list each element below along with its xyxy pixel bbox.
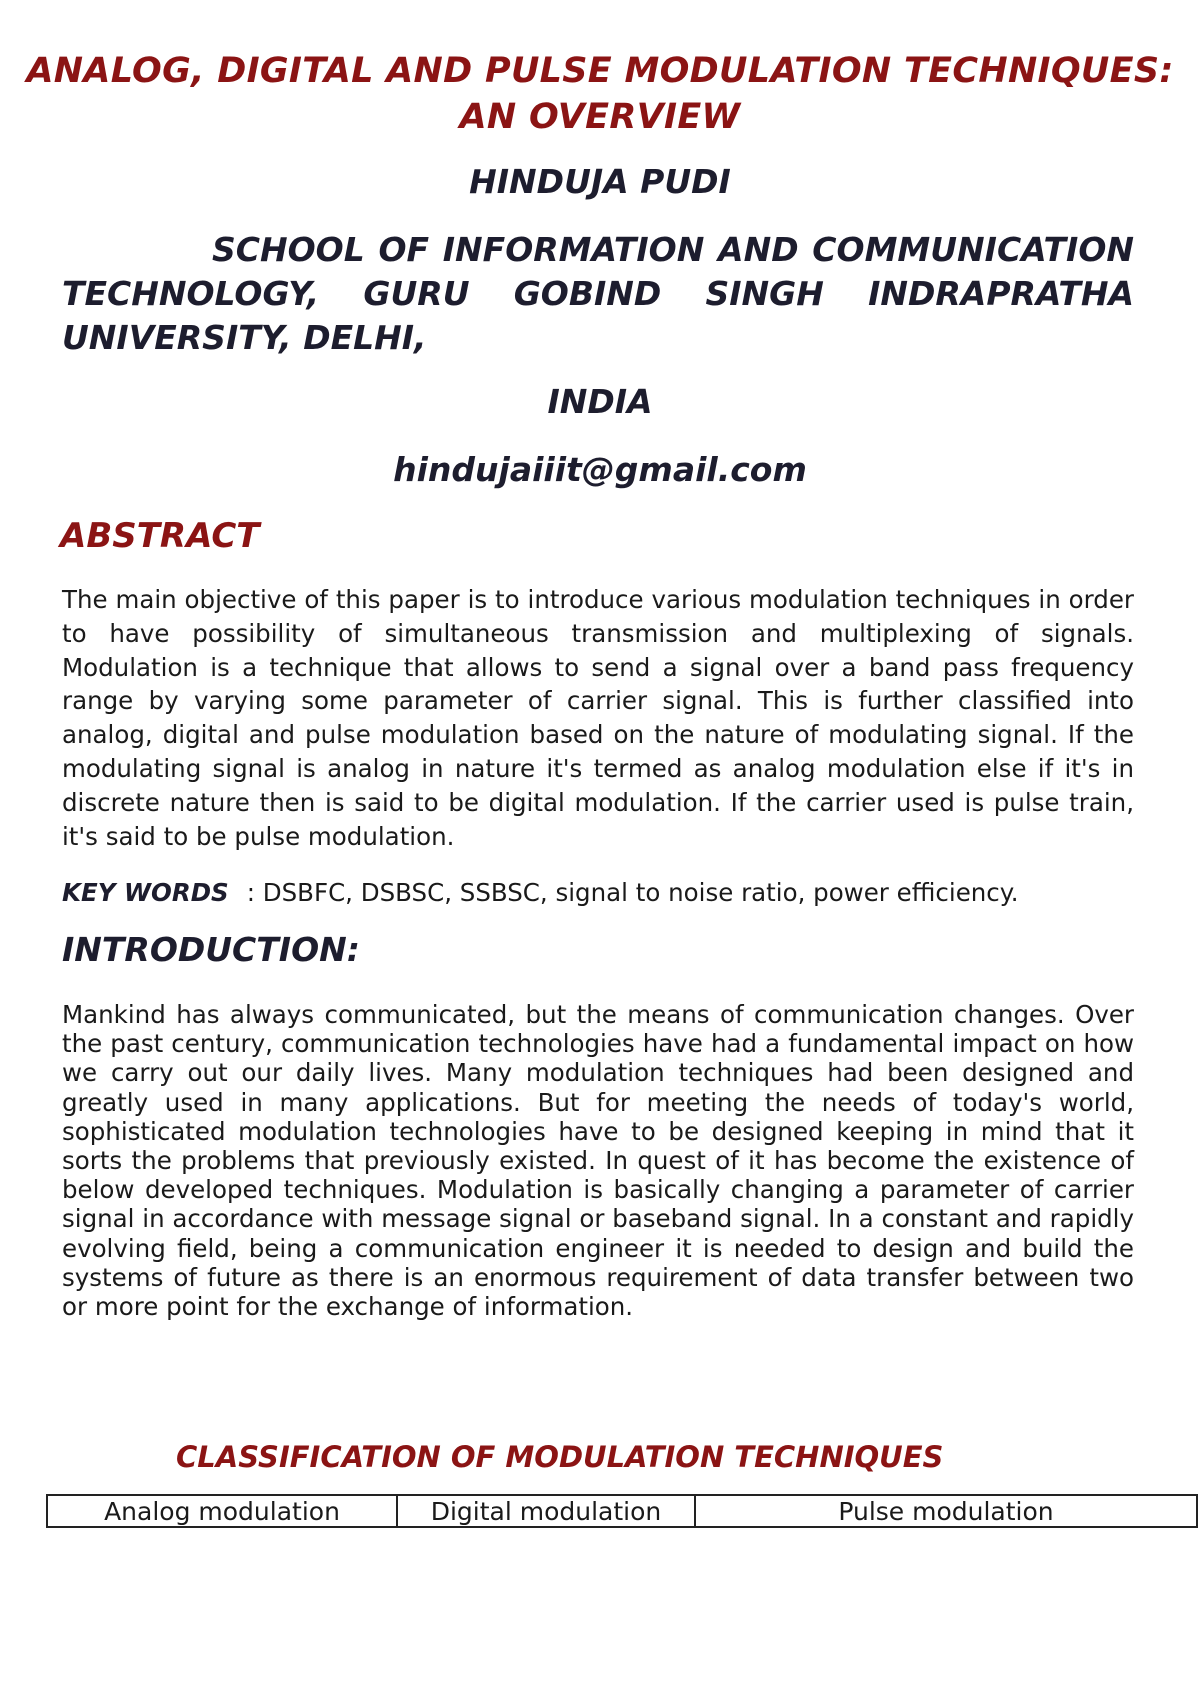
affiliation-line-1: SCHOOL OF INFORMATION AND COMMUNICATION bbox=[212, 230, 1134, 269]
abstract-heading: ABSTRACT bbox=[60, 516, 260, 556]
keywords bbox=[62, 878, 1142, 907]
column-pulse-modulation: Pulse modulation bbox=[695, 1495, 1197, 1527]
author-affiliation bbox=[62, 228, 1134, 360]
affiliation-line-2: TECHNOLOGY, GURU GOBIND SINGH INDRAPRATHA bbox=[62, 274, 1134, 313]
introduction-heading: INTRODUCTION: bbox=[62, 930, 360, 969]
paper-title bbox=[0, 48, 1200, 140]
classification-header-row bbox=[47, 1495, 1197, 1527]
column-digital-modulation: Digital modulation bbox=[397, 1495, 695, 1527]
introduction-text: Mankind has always communicated, but the means of communication changes. Over the past century, communication technologies have had a fundamental impact on how we carry out our daily lives. Many modulation techniques had been designed and greatly used in many applications. But for meeting the needs of today's world, sophisticated modulation technologies have to be designed keeping in mind that it sorts the problems that previously existed. In quest of it has become the existence of below developed techniques. Modulation is basically changing a parameter of carrier signal in accordance with message signal or baseband signal. In a constant and rapidly evolving field, being a communication engineer it is needed to design and build the systems of future as there is an enormous requirement of data transfer between two or more point for the exchange of information. bbox=[62, 1000, 1134, 1322]
classification-heading: CLASSIFICATION OF MODULATION TECHNIQUES bbox=[176, 1440, 944, 1474]
affiliation-line-3: UNIVERSITY, DELHI, bbox=[62, 318, 427, 357]
classification-table bbox=[46, 1494, 1198, 1528]
keywords-text: : DSBFC, DSBSC, SSBSC, signal to noise ratio, power efficiency. bbox=[246, 878, 1019, 907]
author-email: hindujaiiit@gmail.com bbox=[393, 450, 807, 489]
author-country: INDIA bbox=[547, 382, 653, 421]
title-line-2: AN OVERVIEW bbox=[459, 97, 741, 137]
abstract-text: The main objective of this paper is to introduce various modulation techniques in order to have possibility of simultaneous transmission and multiplexing of signals. Modulation is a technique that allows to send a signal over a band pass frequency range by varying some parameter of carrier signal. This is further classified into analog, digital and pulse modulation based on the nature of modulating signal. If the modulating signal is analog in nature it's termed as analog modulation else if it's in discrete nature then is said to be digital modulation. If the carrier used is pulse train, it's said to be pulse modulation. bbox=[62, 585, 1134, 851]
keywords-label: KEY WORDS bbox=[62, 878, 229, 907]
author-name: HINDUJA PUDI bbox=[469, 162, 731, 201]
column-analog-modulation: Analog modulation bbox=[47, 1495, 397, 1527]
title-line-1: ANALOG, DIGITAL AND PULSE MODULATION TECHNIQUES: bbox=[26, 51, 1174, 91]
